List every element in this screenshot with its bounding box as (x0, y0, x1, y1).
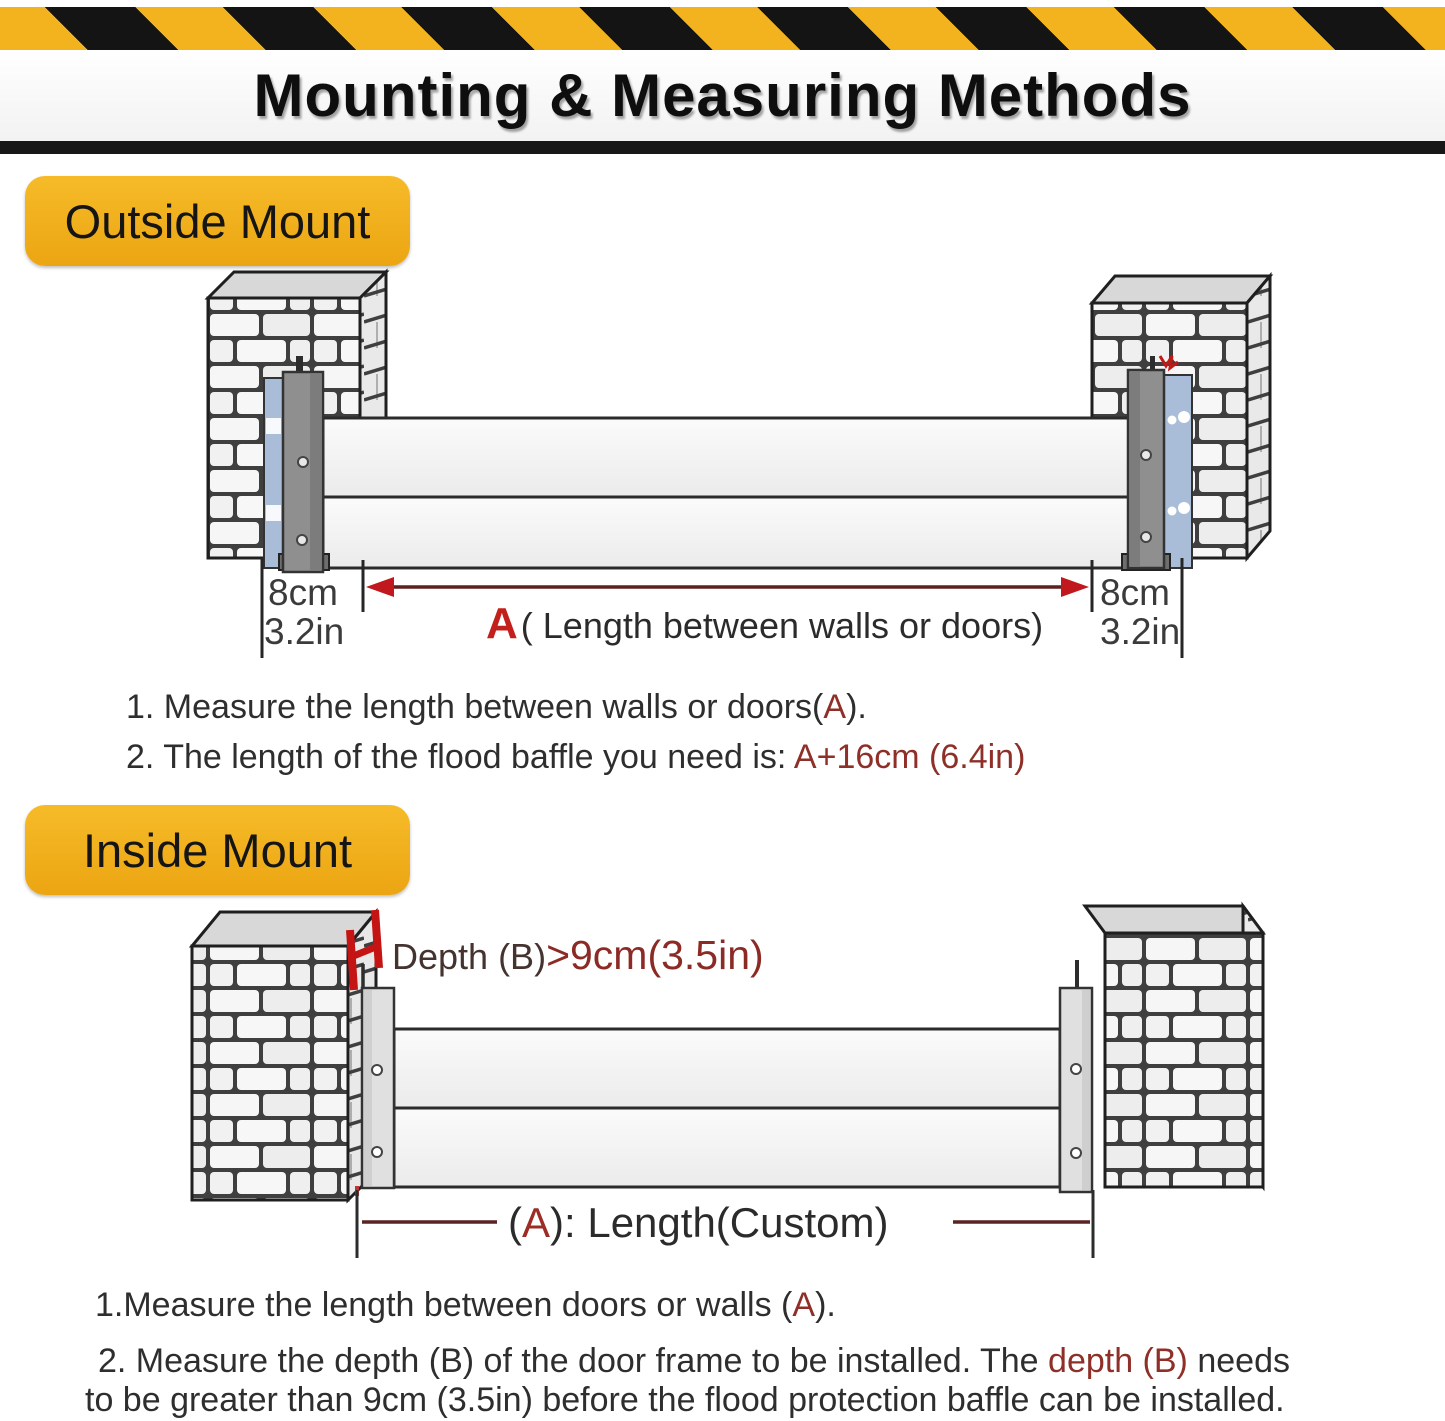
inside-note-2: 2. Measure the depth (B) of the door frame to be installed. The depth (B) needs (98, 1342, 1290, 1380)
inside-left-channel (362, 988, 394, 1188)
length-a-symbol: A (522, 1199, 551, 1246)
length-arrow (366, 577, 1089, 597)
inside-note-1: 1.Measure the length between doors or walls (A). (95, 1286, 836, 1324)
banner-divider (0, 141, 1445, 154)
left-offset-inch: 3.2in (264, 611, 345, 652)
outside-mount-label-text: Outside Mount (64, 194, 371, 248)
outside-mount-label (25, 176, 410, 266)
page-title: Mounting & Measuring Methods (253, 62, 1192, 129)
inside-note-3: to be greater than 9cm (3.5in) before the flood protection baffle can be installed. (85, 1381, 1285, 1419)
flood-barrier-panel (323, 418, 1130, 568)
right-mount-channel (1122, 356, 1192, 570)
title-band (0, 50, 1445, 141)
length-a-symbol: A (486, 599, 518, 648)
length-between-walls-label: A ( Length between walls or doors) (486, 599, 1044, 648)
outside-note-2: 2. The length of the flood baffle you need is: A+16cm (6.4in) (126, 738, 1026, 776)
right-offset-cm: 8cm (1100, 572, 1170, 613)
inside-mount-label (25, 805, 410, 895)
inside-right-channel (1060, 960, 1092, 1192)
left-mount-channel (264, 356, 329, 572)
custom-length-label: (A): Length(Custom) (508, 1199, 889, 1246)
hazard-stripe-banner (0, 7, 1445, 50)
inside-mount-label-text: Inside Mount (82, 823, 353, 877)
right-offset-inch: 3.2in (1100, 611, 1181, 652)
outside-mount-notes (126, 682, 1025, 782)
left-offset-cm: 8cm (268, 572, 338, 613)
outside-note-1: 1. Measure the length between walls or doors(A). (126, 688, 867, 726)
depth-requirement-label: Depth (B) >9cm(3.5in) (392, 932, 764, 978)
flood-barrier-panel-inside (394, 1029, 1060, 1187)
inside-right-pillar (1085, 906, 1263, 1187)
